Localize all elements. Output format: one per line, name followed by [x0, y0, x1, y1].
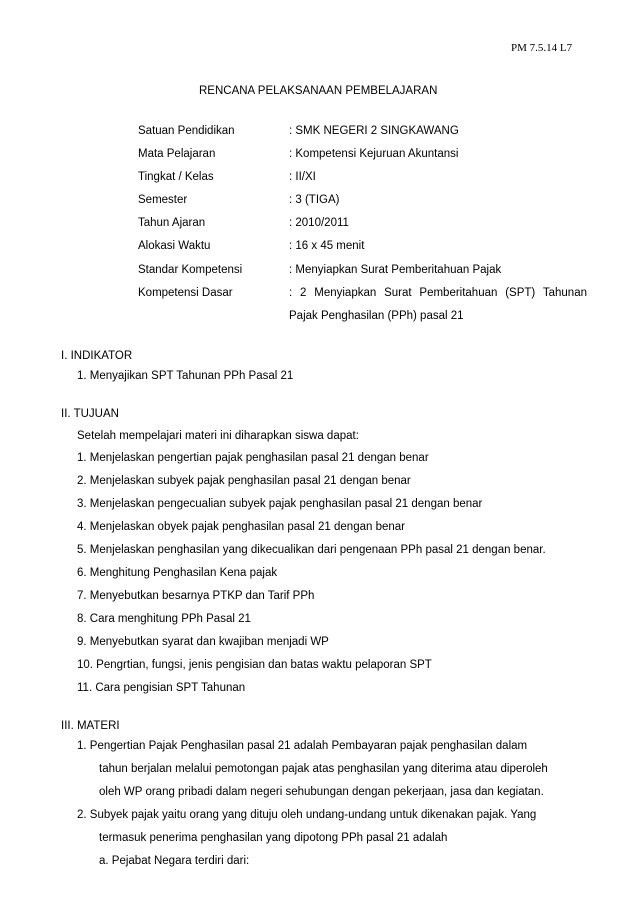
list-item: 11. Cara pengisian SPT Tahunan — [77, 682, 246, 694]
list-item: 1. Menyajikan SPT Tahunan PPh Pasal 21 — [77, 370, 294, 382]
list-item: 4. Menjelaskan obyek pajak penghasilan pasal 21 dengan benar — [77, 521, 405, 533]
section-heading: III. MATERI — [61, 720, 120, 732]
meta-label: Kompetensi Dasar — [138, 287, 233, 299]
meta-value: : Menyiapkan Surat Pemberitahuan Pajak — [289, 264, 502, 276]
document-title: RENCANA PELAKSANAAN PEMBELAJARAN — [199, 85, 438, 97]
paragraph-line: oleh WP orang pribadi dalam negeri sehubungan dengan pekerjaan, jasa dan kegiatan. — [99, 786, 544, 798]
section-intro: Setelah mempelajari materi ini diharapkan siswa dapat: — [77, 430, 359, 442]
meta-value: : II/XI — [289, 171, 316, 183]
meta-value: : SMK NEGERI 2 SINGKAWANG — [289, 125, 459, 137]
sub-list-item: a. Pejabat Negara terdiri dari: — [99, 855, 250, 867]
list-item: 10. Pengrtian, fungsi, jenis pengisian dan batas waktu pelaporan SPT — [77, 659, 432, 671]
meta-label: Semester — [138, 194, 188, 206]
meta-label: Satuan Pendidikan — [138, 125, 235, 137]
list-item: 9. Menyebutkan syarat dan kwajiban menjadi WP — [77, 636, 329, 648]
section-heading: I. INDIKATOR — [61, 350, 133, 362]
list-item: 1. Menjelaskan pengertian pajak penghasilan pasal 21 dengan benar — [77, 452, 429, 464]
meta-value: : 2010/2011 — [289, 217, 349, 229]
document-code: PM 7.5.14 L7 — [511, 42, 573, 54]
list-item: 6. Menghitung Penghasilan Kena pajak — [77, 567, 278, 579]
meta-value: : 2 Menyiapkan Surat Pemberitahuan (SPT) Tahunan — [289, 287, 587, 299]
meta-label: Tahun Ajaran — [138, 217, 206, 229]
meta-label: Tingkat / Kelas — [138, 171, 214, 183]
paragraph-line: 2. Subyek pajak yaitu orang yang dituju oleh undang-undang untuk dikenakan pajak. Yang — [77, 809, 537, 821]
meta-label: Standar Kompetensi — [138, 264, 243, 276]
meta-label: Alokasi Waktu — [138, 240, 211, 252]
paragraph-line: termasuk penerima penghasilan yang dipotong PPh pasal 21 adalah — [99, 832, 448, 844]
paragraph-line: 1. Pengertian Pajak Penghasilan pasal 21 adalah Pembayaran pajak penghasilan dalam — [77, 740, 528, 752]
meta-value-continued: Pajak Penghasilan (PPh) pasal 21 — [289, 310, 464, 322]
list-item: 8. Cara menghitung PPh Pasal 21 — [77, 613, 251, 625]
section-heading: II. TUJUAN — [61, 408, 119, 420]
paragraph-line: tahun berjalan melalui pemotongan pajak atas penghasilan yang diterima atau diperoleh — [99, 763, 548, 775]
meta-label: Mata Pelajaran — [138, 148, 216, 160]
meta-value: : 3 (TIGA) — [289, 194, 340, 206]
list-item: 3. Menjelaskan pengecualian subyek pajak penghasilan pasal 21 dengan benar — [77, 498, 483, 510]
list-item: 7. Menyebutkan besarnya PTKP dan Tarif PPh — [77, 590, 315, 602]
meta-value: : Kompetensi Kejuruan Akuntansi — [289, 148, 459, 160]
meta-value: : 16 x 45 menit — [289, 240, 365, 252]
list-item: 5. Menjelaskan penghasilan yang dikecualikan dari pengenaan PPh pasal 21 dengan benar. — [77, 544, 546, 556]
list-item: 2. Menjelaskan subyek pajak penghasilan pasal 21 dengan benar — [77, 475, 411, 487]
